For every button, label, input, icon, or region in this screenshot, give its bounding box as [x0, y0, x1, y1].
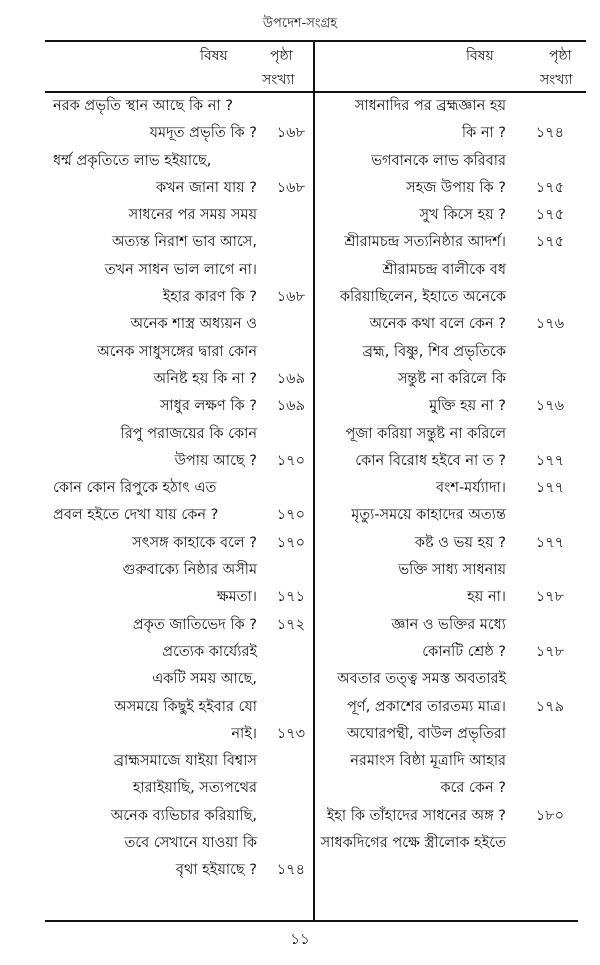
index-topic: ধর্ম্ম প্রকৃতিতে লাভ হইয়াছে, [53, 152, 212, 169]
index-row [315, 721, 586, 748]
left-column [45, 93, 313, 885]
index-row [315, 830, 586, 857]
index-row [45, 557, 313, 584]
index-row [45, 775, 313, 802]
right-column [315, 93, 586, 857]
index-row [315, 202, 586, 229]
index-row [45, 175, 313, 202]
index-topic: কোনটি শ্রেষ্ঠ ? [422, 643, 506, 660]
index-page-number: ১৭৫ [535, 179, 564, 196]
index-row [45, 502, 313, 529]
index-row [315, 120, 586, 147]
index-topic: সুখ কিসে হয় ? [419, 207, 506, 224]
index-row [315, 229, 586, 256]
index-topic: নাই। [231, 725, 257, 742]
running-head: উপদেশ-সংগ্রহ [262, 16, 338, 31]
index-row [45, 530, 313, 557]
index-topic: সন্তুষ্ট না করিলে কি [397, 370, 506, 387]
index-topic: ক্ষমতা। [216, 589, 257, 606]
index-row [45, 475, 313, 502]
index-topic: অনিষ্ট হয় কি না ? [153, 370, 257, 387]
index-page-number: ১৭০ [276, 452, 305, 469]
index-topic: প্রবল হইতে দেখা যায় কেন ? [53, 507, 219, 524]
index-row [315, 393, 586, 420]
index-topic: অনেক ব্যভিচার করিয়াছি, [110, 807, 257, 824]
index-row [45, 120, 313, 147]
index-topic: সাধনের পর সময় সময় [128, 207, 257, 224]
index-topic: কষ্ট ও ভয় হয় ? [414, 534, 506, 551]
index-row [315, 612, 586, 639]
table-bottom-rule [45, 920, 578, 922]
index-row [315, 448, 586, 475]
index-page-number: ১৭৬ [535, 398, 564, 415]
index-topic: কোন কোন রিপুকে হঠাৎ এত [53, 480, 217, 497]
index-page-number: ১৭৪ [535, 125, 564, 142]
index-topic: অত্যন্ত নিরাশ ভাব আসে, [111, 234, 257, 251]
index-topic: রিপু পরাজয়ের কি কোন [120, 425, 257, 442]
index-row [315, 175, 586, 202]
header-left-page-line1: পৃষ্ঠা [270, 48, 293, 64]
index-topic: উপায় আছে ? [174, 452, 257, 469]
index-row [315, 530, 586, 557]
page-number: ১১ [290, 930, 310, 948]
index-topic: প্রত্যেক কার্য্যেরই [162, 643, 257, 660]
index-row [45, 148, 313, 175]
index-row [45, 229, 313, 256]
header-right-topic: বিষয় [466, 48, 494, 64]
index-topic: ভক্তি সাধ্য সাধনায় [398, 562, 506, 579]
index-page-number: ১৭৬ [535, 316, 564, 333]
index-row [315, 748, 586, 775]
index-page-number: ১৬৯ [276, 398, 305, 415]
index-row [45, 202, 313, 229]
index-row [45, 612, 313, 639]
index-page-number: ১৭২ [276, 616, 305, 633]
index-row [45, 721, 313, 748]
index-row [45, 421, 313, 448]
index-topic: করিয়াছিলেন, ইহাতে অনেকে [339, 289, 506, 306]
index-topic: হারাইয়াছি, সত্যপথের [132, 780, 257, 797]
index-row [315, 93, 586, 120]
index-topic: অনেক শাস্ত্র অধ্যয়ন ও [130, 316, 257, 333]
index-row [45, 666, 313, 693]
index-row [315, 502, 586, 529]
index-topic: ইহা কি তাঁহাদের সাধনের অঙ্গ ? [326, 807, 506, 824]
index-topic: যমদূত প্রভৃতি কি ? [149, 125, 257, 142]
index-row [315, 284, 586, 311]
index-row [45, 748, 313, 775]
index-row [315, 311, 586, 338]
index-topic: তখন সাধন ভাল লাগে না। [104, 261, 257, 278]
index-topic: সৎসঙ্গ কাহাকে বলে ? [132, 534, 257, 551]
index-row [45, 311, 313, 338]
index-topic: সাধনাদির পর ব্রহ্মজ্ঞান হয় [354, 98, 506, 114]
index-topic: শ্রীরামচন্দ্র বালীকে বধ [382, 261, 506, 278]
header-left-page-line2: সংখ্যা [262, 72, 295, 88]
index-row [45, 393, 313, 420]
index-topic: মুক্তি হয় না ? [429, 398, 506, 415]
index-page-number: ১৭৭ [535, 534, 564, 551]
index-topic: মৃত্যু-সময়ে কাহাদের অত্যন্ত [351, 507, 506, 524]
index-topic: ব্রহ্ম, বিষ্ণু, শিব প্রভৃতিকে [362, 343, 506, 360]
index-topic: কোন বিরোধ হইবে না ত ? [355, 452, 506, 469]
index-page-number: ১৭০ [276, 534, 305, 551]
index-row [315, 475, 586, 502]
index-row [45, 257, 313, 284]
index-page-number: ১৭০ [276, 507, 305, 524]
index-topic: গুরুবাক্যে নিষ্ঠার অসীম [122, 562, 257, 579]
index-page-number: ১৬৮ [276, 125, 305, 142]
index-page-number: ১৬৯ [276, 370, 305, 387]
index-topic: একটি সময় আছে, [152, 671, 257, 688]
index-row [315, 557, 586, 584]
header-right-page-line2: সংখ্যা [540, 72, 573, 88]
index-page-number: ১৭৭ [535, 452, 564, 469]
index-topic: নরক প্রভৃতি স্থান আছে কি না ? [53, 98, 233, 114]
index-topic: সাধকদিগের পক্ষে স্ত্রীলোক হইতে [320, 835, 506, 852]
index-row [315, 803, 586, 830]
index-row [45, 830, 313, 857]
index-topic: ব্রাহ্মসমাজে যাইয়া বিশ্বাস [113, 753, 257, 770]
index-topic: অনেক সাধুসঙ্গের দ্বারা কোন [97, 343, 257, 360]
index-row [315, 148, 586, 175]
index-topic: করে কেন ? [440, 780, 506, 797]
index-row [45, 339, 313, 366]
index-topic: অবতার তত্ত্ব সমস্ত অবতারই [337, 671, 506, 688]
index-topic: সহজ উপায় কি ? [406, 179, 506, 196]
index-page-number: ১৭৮ [535, 643, 564, 660]
index-page-number: ১৬৮ [276, 289, 305, 306]
table-top-rule [45, 40, 586, 42]
index-page-number: ১৭৭ [535, 480, 564, 497]
index-row [315, 694, 586, 721]
index-page-number: ১৭৫ [535, 234, 564, 251]
index-topic: বৃথা হইয়াছে ? [175, 862, 257, 879]
index-topic: কখন জানা যায় ? [156, 179, 257, 196]
index-row [45, 584, 313, 611]
index-topic: হয় না। [467, 589, 506, 606]
index-topic: ইহার কারণ কি ? [162, 289, 257, 306]
index-page-number: ১৮০ [535, 807, 564, 824]
index-page-number: ১৭৯ [535, 698, 564, 715]
index-topic: প্রকৃত জাতিভেদ কি ? [132, 616, 257, 633]
index-page-number: ১৭৩ [276, 725, 305, 742]
index-topic: নরমাংস বিষ্ঠা মূত্রাদি আহার [350, 753, 506, 770]
header-left-topic: বিষয় [200, 48, 228, 64]
index-topic: পূর্ণ, প্রকাশের তারতম্য মাত্র। [347, 698, 506, 715]
index-topic: জ্ঞান ও ভক্তির মধ্যে [391, 616, 506, 633]
header-right-page-line1: পৃষ্ঠা [549, 48, 572, 64]
index-row [45, 366, 313, 393]
index-row [45, 803, 313, 830]
index-topic: অঘোরপন্থী, বাউল প্রভৃতিরা [346, 725, 506, 742]
index-row [45, 639, 313, 666]
index-row [315, 257, 586, 284]
index-row [45, 694, 313, 721]
index-topic: অসময়ে কিছুই হইবার যো [114, 698, 257, 715]
index-row [315, 775, 586, 802]
index-row [45, 284, 313, 311]
index-page-number: ১৭৪ [276, 862, 305, 879]
index-row [45, 93, 313, 120]
index-row [315, 421, 586, 448]
index-page-number: ১৭১ [276, 589, 305, 606]
index-page-number: ১৭৫ [535, 207, 564, 224]
index-topic: তবে সেখানে যাওয়া কি [124, 835, 257, 852]
index-page-number: ১৭৮ [535, 589, 564, 606]
index-row [45, 448, 313, 475]
index-topic: অনেক কথা বলে কেন ? [369, 316, 506, 333]
index-page-number: ১৬৮ [276, 179, 305, 196]
index-row [315, 639, 586, 666]
index-row [45, 857, 313, 884]
index-topic: বংশ-মর্য্যাদা। [436, 480, 506, 497]
index-topic: শ্রীরামচন্দ্র সত্যনিষ্ঠার আদর্শ। [344, 234, 506, 251]
index-row [315, 339, 586, 366]
index-topic: পূজা করিয়া সন্তুষ্ট না করিলে [345, 425, 506, 442]
index-row [315, 666, 586, 693]
index-topic: কি না ? [461, 125, 506, 142]
index-row [315, 584, 586, 611]
index-topic: সাধুর লক্ষণ কি ? [159, 398, 257, 415]
index-topic: ভগবানকে লাভ করিবার [371, 152, 506, 169]
index-row [315, 366, 586, 393]
